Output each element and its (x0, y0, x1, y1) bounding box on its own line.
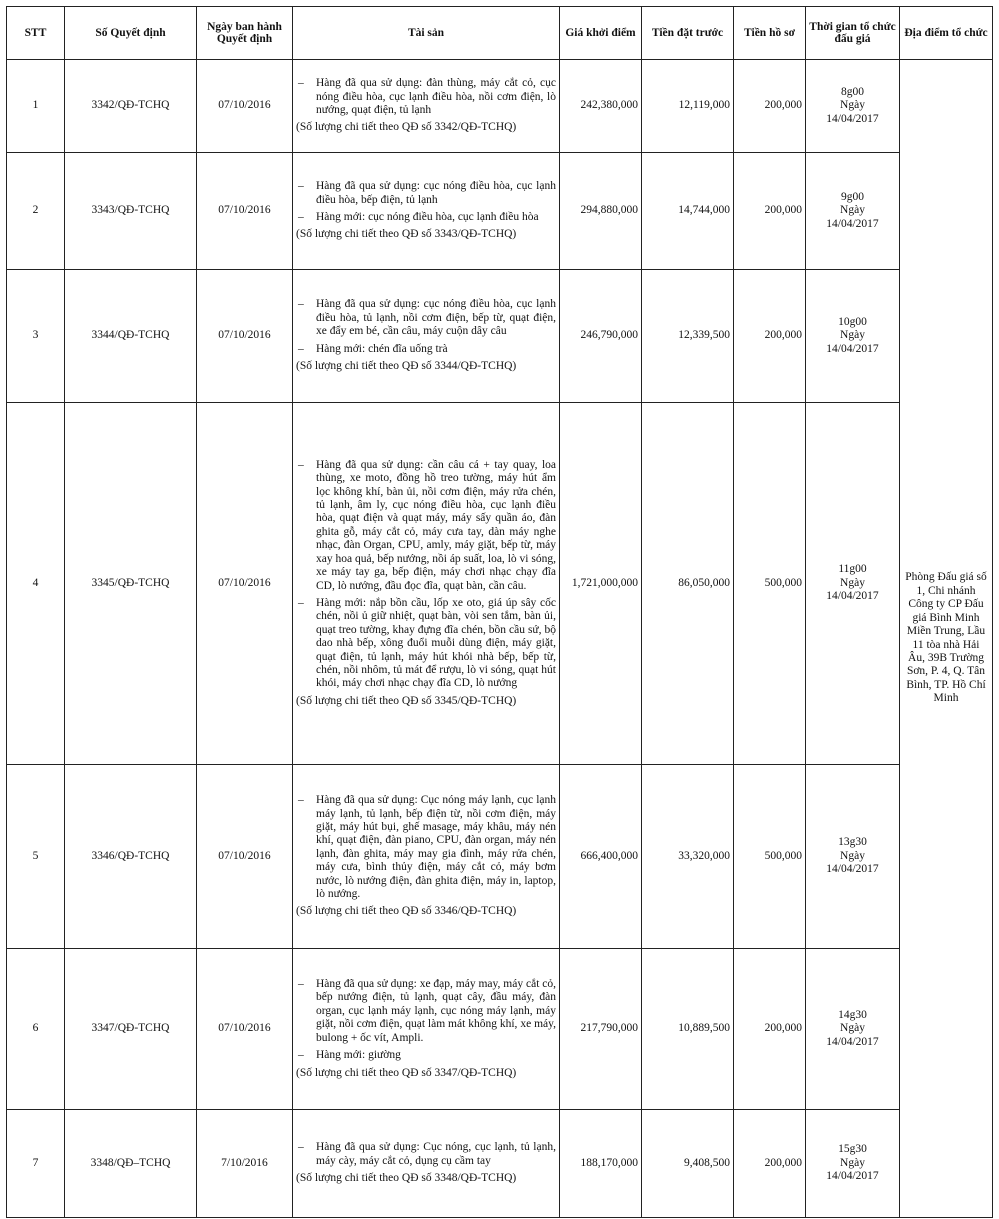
auction-time: 15g30 (838, 1143, 867, 1156)
auction-day-label: Ngày (840, 99, 865, 112)
cell-stt: 2 (7, 153, 65, 270)
cell-tai-san (293, 403, 560, 765)
header-tien-ho-so: Tiền hồ sơ (734, 7, 806, 60)
asset-note: (Số lượng chi tiết theo QĐ số 3346/QĐ-TCHQ) (296, 905, 517, 918)
auction-day-label: Ngày (840, 1022, 865, 1035)
auction-day-label: Ngày (840, 849, 865, 862)
header-tai-san: Tài sản (293, 7, 560, 60)
header-dia-diem: Địa điểm tổ chức (900, 7, 993, 60)
cell-tien-dat-truoc: 12,119,000 (642, 60, 734, 153)
asset-item-text: Hàng đã qua sử dụng: cần câu cá + tay quay, loa thùng, xe moto, đồng hồ treo tường, máy hút ẩm lọc không khí, bàn ủi, nồi cơm điện, máy rửa chén, tủ lạnh, âm ly, cục nóng điều hòa, cục lạnh điều hòa, quạt điện và quạt máy, máy sấy quần áo, đàn ghita gỗ, máy cắt cỏ, máy cưa tay, dàn máy nghe nhạc, đàn Organ, CPU, amly, máy giặt, bếp từ, máy xay hoa quả, bếp nướng, nồi áp suất, loa, lò vi sóng, xe máy tay ga, bếp điện, máy chơi nhạc chạy đĩa CD, lò nướng, đầu đọc đĩa, quạt bàn, cần câu. (316, 458, 556, 592)
auction-day-label: Ngày (840, 204, 865, 217)
header-tien-dat-truoc: Tiền đặt trước (642, 7, 734, 60)
bullet-dash: – (298, 1049, 304, 1062)
cell-ngay-ban-hanh: 7/10/2016 (197, 1110, 293, 1218)
cell-tai-san (293, 765, 560, 949)
auction-day-label: Ngày (840, 329, 865, 342)
cell-tien-ho-so: 500,000 (734, 403, 806, 765)
header-gia-khoi-diem: Giá khởi điểm (560, 7, 642, 60)
auction-time: 11g00 (838, 563, 867, 576)
cell-ngay-ban-hanh: 07/10/2016 (197, 765, 293, 949)
cell-gia-khoi-diem: 666,400,000 (560, 765, 642, 949)
cell-gia-khoi-diem: 188,170,000 (560, 1110, 642, 1218)
table-row (7, 153, 993, 270)
cell-stt: 3 (7, 270, 65, 403)
asset-item-text: Hàng đã qua sử dụng: xe đạp, máy may, máy cắt cỏ, bếp nướng điện, tủ lạnh, quạt cây, đầu máy, đàn organ, cục lạnh máy lạnh, cục nóng máy lạnh, máy giặt, nồi cơm điện, quạt làm mát không khí, xe máy, bulong + ốc vít, Ampli. (316, 978, 556, 1044)
cell-tien-ho-so: 200,000 (734, 153, 806, 270)
cell-tien-dat-truoc: 12,339,500 (642, 270, 734, 403)
asset-item (296, 1141, 556, 1168)
asset-item-text: Hàng mới: giường (316, 1049, 401, 1062)
auction-day-label: Ngày (840, 576, 865, 589)
asset-item (296, 298, 556, 338)
cell-gia-khoi-diem: 242,380,000 (560, 60, 642, 153)
table-row (7, 60, 993, 153)
header-row (7, 7, 993, 60)
header-ngay-ban-hanh: Ngày ban hành Quyết định (197, 7, 293, 60)
header-so-quyet-dinh: Số Quyết định (65, 7, 197, 60)
cell-so-quyet-dinh: 3343/QĐ-TCHQ (65, 153, 197, 270)
asset-item-text: Hàng mới: chén đĩa uống trà (316, 342, 448, 355)
asset-item (296, 77, 556, 117)
cell-stt: 4 (7, 403, 65, 765)
cell-tai-san (293, 949, 560, 1110)
cell-thoi-gian (806, 949, 900, 1110)
cell-thoi-gian (806, 765, 900, 949)
cell-thoi-gian (806, 1110, 900, 1218)
cell-so-quyet-dinh: 3346/QĐ-TCHQ (65, 765, 197, 949)
cell-tien-ho-so: 200,000 (734, 1110, 806, 1218)
auction-time: 8g00 (841, 85, 864, 98)
cell-so-quyet-dinh: 3342/QĐ-TCHQ (65, 60, 197, 153)
cell-ngay-ban-hanh: 07/10/2016 (197, 153, 293, 270)
bullet-dash: – (298, 794, 304, 807)
cell-stt: 7 (7, 1110, 65, 1218)
bullet-dash: – (298, 77, 304, 90)
cell-tien-ho-so: 500,000 (734, 765, 806, 949)
asset-note: (Số lượng chi tiết theo QĐ số 3345/QĐ-TCHQ) (296, 694, 517, 707)
cell-stt: 1 (7, 60, 65, 153)
auction-time: 10g00 (838, 315, 867, 328)
cell-dia-diem: Phòng Đấu giá số 1, Chi nhánh Công ty CP Đấu giá Bình Minh Miền Trung, Lầu 11 tòa nhà Hải Âu, 39B Trường Sơn, P. 4, Q. Tân Bình, TP. Hồ Chí Minh (900, 60, 993, 1218)
cell-tien-dat-truoc: 10,889,500 (642, 949, 734, 1110)
asset-item-text: Hàng đã qua sử dụng: Cục nóng máy lạnh, cục lạnh máy lạnh, tủ lạnh, bếp điện từ, nồi cơm điện, máy giặt, máy hút bụi, ghế masage, máy khâu, máy nén khí, quạt điện, đàn piano, CPU, đàn organ, máy nén lạnh, đàn ghita, máy may gia đình, máy rửa chén, máy cưa, bình thủy điện, máy cắt cỏ, máy bơm nước, lò nướng điện, đàn ghita điện, máy in, laptop, lò nướng. (316, 794, 556, 901)
cell-thoi-gian (806, 153, 900, 270)
asset-note: (Số lượng chi tiết theo QĐ số 3343/QĐ-TCHQ) (296, 228, 517, 241)
asset-item-text: Hàng mới: cục nóng điều hòa, cục lạnh điều hòa (316, 211, 539, 223)
header-stt: STT (7, 7, 65, 60)
cell-ngay-ban-hanh: 07/10/2016 (197, 60, 293, 153)
bullet-dash: – (298, 298, 304, 311)
table-body (7, 60, 993, 1218)
cell-so-quyet-dinh: 3344/QĐ-TCHQ (65, 270, 197, 403)
table-row (7, 765, 993, 949)
asset-item (296, 597, 556, 691)
bullet-dash: – (298, 458, 304, 471)
cell-gia-khoi-diem: 294,880,000 (560, 153, 642, 270)
asset-note: (Số lượng chi tiết theo QĐ số 3347/QĐ-TCHQ) (296, 1066, 517, 1079)
auction-date: 14/04/2017 (826, 863, 879, 876)
asset-note: (Số lượng chi tiết theo QĐ số 3348/QĐ-TCHQ) (296, 1172, 517, 1185)
auction-date: 14/04/2017 (826, 112, 879, 125)
cell-tai-san (293, 270, 560, 403)
cell-thoi-gian (806, 403, 900, 765)
bullet-dash: – (298, 342, 304, 355)
asset-item (296, 211, 556, 224)
asset-item (296, 180, 556, 207)
asset-note: (Số lượng chi tiết theo QĐ số 3342/QĐ-TCHQ) (296, 121, 517, 134)
cell-ngay-ban-hanh: 07/10/2016 (197, 270, 293, 403)
cell-stt: 5 (7, 765, 65, 949)
table-row (7, 949, 993, 1110)
bullet-dash: – (298, 1141, 304, 1154)
header-thoi-gian: Thời gian tổ chức đấu giá (806, 7, 900, 60)
cell-tai-san (293, 60, 560, 153)
table-row (7, 403, 993, 765)
asset-item (296, 978, 556, 1045)
auction-date: 14/04/2017 (826, 217, 879, 230)
cell-tien-ho-so: 200,000 (734, 270, 806, 403)
asset-item-text: Hàng đã qua sử dụng: đàn thùng, máy cắt cỏ, cục nóng điều hòa, cục lạnh điều hòa, nồi cơm điện, lò nướng, quạt điện, tủ lạnh (316, 77, 556, 116)
auction-time: 14g30 (838, 1008, 867, 1021)
bullet-dash: – (298, 180, 304, 193)
cell-so-quyet-dinh: 3345/QĐ-TCHQ (65, 403, 197, 765)
asset-note: (Số lượng chi tiết theo QĐ số 3344/QĐ-TCHQ) (296, 360, 517, 373)
cell-tien-dat-truoc: 33,320,000 (642, 765, 734, 949)
auction-day-label: Ngày (840, 1156, 865, 1169)
auction-date: 14/04/2017 (826, 590, 879, 603)
cell-gia-khoi-diem: 246,790,000 (560, 270, 642, 403)
cell-tien-ho-so: 200,000 (734, 949, 806, 1110)
cell-tien-dat-truoc: 9,408,500 (642, 1110, 734, 1218)
cell-gia-khoi-diem: 217,790,000 (560, 949, 642, 1110)
cell-thoi-gian (806, 60, 900, 153)
cell-thoi-gian (806, 270, 900, 403)
cell-tai-san (293, 153, 560, 270)
cell-so-quyet-dinh: 3347/QĐ-TCHQ (65, 949, 197, 1110)
table-row (7, 1110, 993, 1218)
cell-stt: 6 (7, 949, 65, 1110)
auction-time: 9g00 (841, 190, 864, 203)
table-row (7, 270, 993, 403)
bullet-dash: – (298, 978, 304, 991)
cell-so-quyet-dinh: 3348/QĐ–TCHQ (65, 1110, 197, 1218)
auction-date: 14/04/2017 (826, 1170, 879, 1183)
asset-item-text: Hàng mới: nắp bồn cầu, lốp xe oto, giá úp sây cốc chén, nồi ủ giữ nhiệt, quạt bàn, vòi sen tắm, bàn ủi, quạt treo tường, khay đựng đĩa chén, bồn cầu sứ, bộ dao nhà bếp, xông đuổi muỗi dùng điện, máy giặt, quạt điện, tủ lạnh, máy hút khói nhà bếp, bếp từ, chén, nồi nhôm, tủ mát để rượu, lò vi sóng, quạt hút khói, máy chơi nhạc chạy đĩa CD, lò nướng (316, 596, 556, 690)
cell-gia-khoi-diem: 1,721,000,000 (560, 403, 642, 765)
auction-date: 14/04/2017 (826, 342, 879, 355)
cell-tien-dat-truoc: 14,744,000 (642, 153, 734, 270)
bullet-dash: – (298, 596, 304, 609)
bullet-dash: – (298, 211, 304, 223)
asset-item (296, 459, 556, 593)
asset-item (296, 343, 556, 356)
auction-table (6, 6, 993, 1218)
auction-time: 13g30 (838, 836, 867, 849)
cell-tai-san (293, 1110, 560, 1218)
cell-ngay-ban-hanh: 07/10/2016 (197, 403, 293, 765)
asset-item (296, 794, 556, 901)
asset-item-text: Hàng đã qua sử dụng: Cục nóng, cục lạnh, tủ lạnh, máy cày, máy cắt cỏ, dụng cụ cầm tay (316, 1141, 556, 1167)
asset-item-text: Hàng đã qua sử dụng: cục nóng điều hòa, cục lạnh điều hòa, bếp điện, tủ lạnh (316, 180, 556, 206)
cell-tien-dat-truoc: 86,050,000 (642, 403, 734, 765)
cell-tien-ho-so: 200,000 (734, 60, 806, 153)
auction-date: 14/04/2017 (826, 1035, 879, 1048)
cell-ngay-ban-hanh: 07/10/2016 (197, 949, 293, 1110)
asset-item-text: Hàng đã qua sử dụng: cục nóng điều hòa, cục lạnh điều hòa, tủ lạnh, nồi cơm điện, bếp từ, quạt điện, xe đẩy em bé, cần câu, máy cuộn dây câu (316, 298, 556, 338)
asset-item (296, 1049, 556, 1062)
